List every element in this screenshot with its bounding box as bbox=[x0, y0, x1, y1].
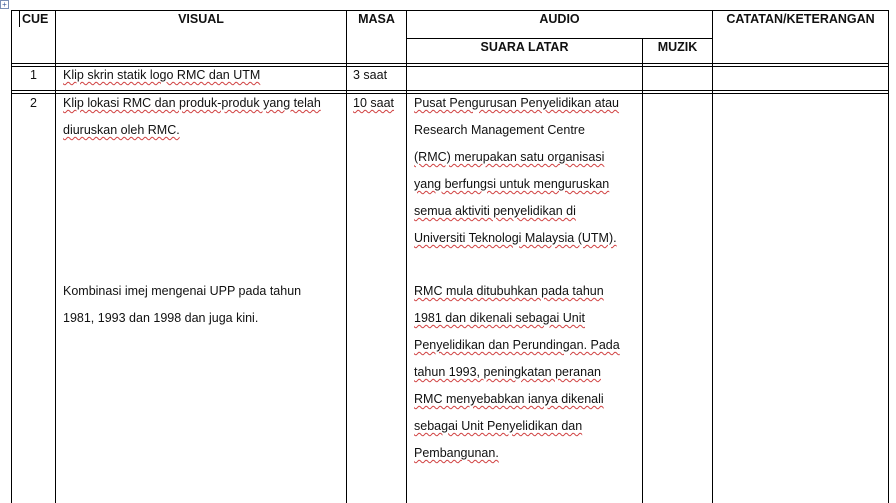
table-move-handle-icon[interactable]: + bbox=[0, 0, 9, 9]
header-cue: CUE bbox=[22, 12, 49, 26]
row1-cue: 1 bbox=[30, 68, 37, 82]
row1-masa: 3 saat bbox=[353, 68, 388, 82]
text-cursor bbox=[19, 11, 20, 27]
row2-visual-line4: 1981, 1993 dan 1998 dan juga kini. bbox=[63, 311, 259, 325]
row2-suara-line2: Research Management Centre bbox=[414, 123, 585, 137]
row2-suara-line3: (RMC) merupakan satu organisasi bbox=[414, 150, 605, 164]
row2-suara-line5: semua aktiviti penyelidikan di bbox=[414, 204, 576, 218]
row2-suara-line8: 1981 dan dikenali sebagai Unit bbox=[414, 311, 585, 325]
row2-visual-line2: diuruskan oleh RMC. bbox=[63, 123, 180, 137]
row2-visual-line3: Kombinasi imej mengenai UPP pada tahun bbox=[63, 284, 302, 298]
row2-suara-line12: sebagai Unit Penyelidikan dan bbox=[414, 419, 583, 433]
header-suara-latar: SUARA LATAR bbox=[480, 40, 569, 54]
row2-suara-line11: RMC menyebabkan ianya dikenali bbox=[414, 392, 604, 406]
header-muzik: MUZIK bbox=[657, 40, 698, 54]
row2-suara-line9: Penyelidikan dan Perundingan. Pada bbox=[414, 338, 620, 352]
header-catatan: CATATAN/KETERANGAN bbox=[726, 12, 875, 26]
header-visual: VISUAL bbox=[178, 12, 224, 26]
row2-suara-line10: tahun 1993, peningkatan peranan bbox=[414, 365, 601, 379]
row2-visual-line1: Klip lokasi RMC dan produk-produk yang telah bbox=[63, 96, 321, 110]
row1-visual: Klip skrin statik logo RMC dan UTM bbox=[63, 68, 261, 82]
header-audio: AUDIO bbox=[539, 12, 580, 26]
row2-suara-line4: yang berfungsi untuk menguruskan bbox=[414, 177, 610, 191]
row2-suara-line1: Pusat Pengurusan Penyelidikan atau bbox=[414, 96, 620, 110]
row2-suara-line13: Pembangunan. bbox=[414, 446, 499, 460]
row2-suara-line6: Universiti Teknologi Malaysia (UTM). bbox=[414, 231, 617, 245]
header-masa: MASA bbox=[358, 12, 395, 26]
row2-suara-line7: RMC mula ditubuhkan pada tahun bbox=[414, 284, 604, 298]
row2-cue: 2 bbox=[30, 96, 37, 110]
row2-masa: 10 saat bbox=[353, 96, 395, 110]
